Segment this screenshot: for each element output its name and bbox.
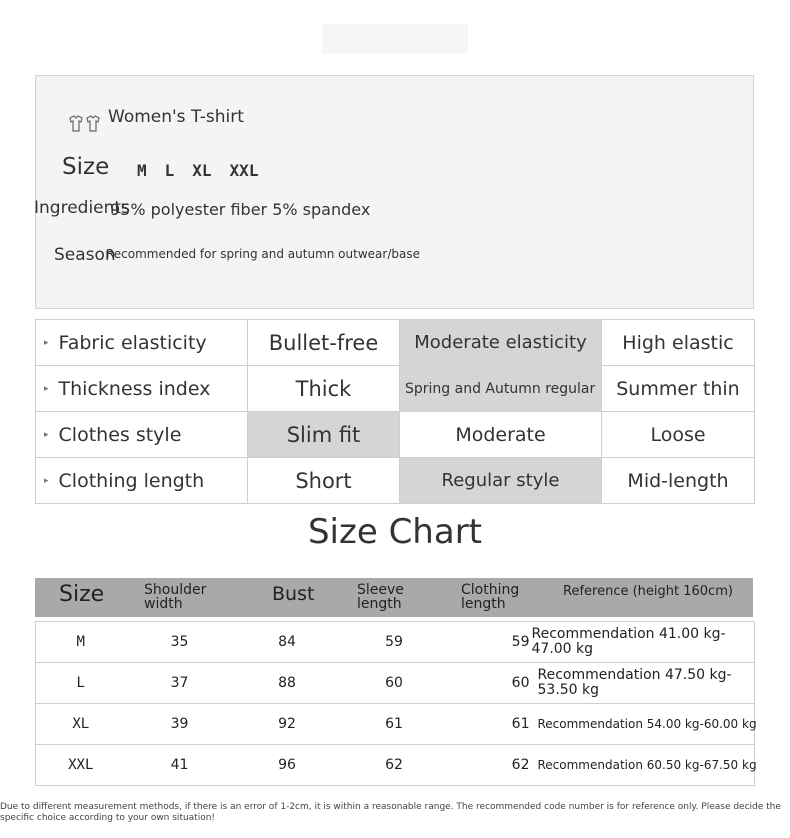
fabric-properties-table (35, 319, 755, 504)
cell-length: 62 (448, 745, 530, 786)
table-row (36, 412, 755, 458)
cell-shoulder: 39 (126, 704, 234, 745)
cell-bust: 88 (234, 663, 341, 704)
cell-size: M (36, 622, 126, 663)
cell-size: XL (36, 704, 126, 745)
cell-length: 61 (448, 704, 530, 745)
property-label: ▸ Fabric elasticity (36, 320, 248, 366)
cell-bust: 96 (234, 745, 341, 786)
property-label: ▸ Clothes style (36, 412, 248, 458)
size-label: Size (62, 154, 110, 180)
property-option-selected: Moderate elasticity (400, 320, 602, 366)
table-row (36, 320, 755, 366)
cell-reference: Recommendation 54.00 kg-60.00 kg (530, 704, 755, 745)
cell-sleeve: 62 (341, 745, 448, 786)
property-option: Thick (248, 366, 400, 412)
property-option-selected: Regular style (400, 458, 602, 504)
tshirt-icon (68, 114, 102, 134)
top-placeholder-bar (322, 24, 468, 54)
cell-shoulder: 35 (126, 622, 234, 663)
cell-reference: Recommendation 47.50 kg-53.50 kg (530, 663, 755, 704)
cell-reference: Recommendation 41.00 kg-47.00 kg (530, 622, 755, 663)
property-option: Bullet-free (248, 320, 400, 366)
table-row (36, 663, 755, 704)
size-option: XXL (229, 161, 259, 180)
cell-length: 59 (448, 622, 530, 663)
size-chart-title: Size Chart (307, 512, 483, 552)
cell-reference: Recommendation 60.50 kg-67.50 kg (530, 745, 755, 786)
size-chart-header (35, 578, 753, 617)
cell-sleeve: 60 (341, 663, 448, 704)
size-option: XL (192, 161, 212, 180)
triangle-right-icon: ▸ (44, 338, 49, 348)
size-chart-table (35, 621, 755, 786)
property-option-selected: Slim fit (248, 412, 400, 458)
header-length: Clothing length (461, 582, 520, 612)
cell-shoulder: 37 (126, 663, 234, 704)
ingredients-value: 95% polyester fiber 5% spandex (110, 200, 371, 219)
header-reference: Reference (height 160cm) (563, 584, 733, 599)
size-option: L (164, 161, 175, 180)
property-option: Loose (602, 412, 755, 458)
cell-bust: 92 (234, 704, 341, 745)
size-list (137, 161, 276, 180)
header-size: Size (59, 582, 105, 607)
property-option-selected: Spring and Autumn regular (400, 366, 602, 412)
cell-size: XXL (36, 745, 126, 786)
table-row (36, 366, 755, 412)
ingredients-label: Ingredients (34, 198, 130, 218)
property-option: High elastic (602, 320, 755, 366)
property-label: ▸ Clothing length (36, 458, 248, 504)
table-row (36, 704, 755, 745)
season-label: Season (54, 245, 116, 265)
property-option: Moderate (400, 412, 602, 458)
cell-size: L (36, 663, 126, 704)
property-label: ▸ Thickness index (36, 366, 248, 412)
cell-length: 60 (448, 663, 530, 704)
table-row (36, 745, 755, 786)
header-bust: Bust (272, 583, 315, 605)
product-name: Women's T-shirt (108, 107, 244, 127)
table-row (36, 458, 755, 504)
table-row (36, 622, 755, 663)
property-option: Short (248, 458, 400, 504)
header-shoulder: Shoulder width (144, 582, 207, 612)
cell-sleeve: 59 (341, 622, 448, 663)
property-option: Mid-length (602, 458, 755, 504)
property-option: Summer thin (602, 366, 755, 412)
disclaimer-text: Due to different measurement methods, if there is an error of 1-2cm, it is within a reasonable range. The recommended code number is for reference only. Please decide the specific choice according to your own situation! (0, 802, 781, 823)
triangle-right-icon: ▸ (44, 476, 49, 486)
triangle-right-icon: ▸ (44, 430, 49, 440)
cell-bust: 84 (234, 622, 341, 663)
cell-shoulder: 41 (126, 745, 234, 786)
triangle-right-icon: ▸ (44, 384, 49, 394)
header-sleeve: Sleeve length (357, 582, 404, 612)
size-option: M (137, 161, 147, 180)
season-value: Recommended for spring and autumn outwear/base (106, 247, 420, 261)
cell-sleeve: 61 (341, 704, 448, 745)
